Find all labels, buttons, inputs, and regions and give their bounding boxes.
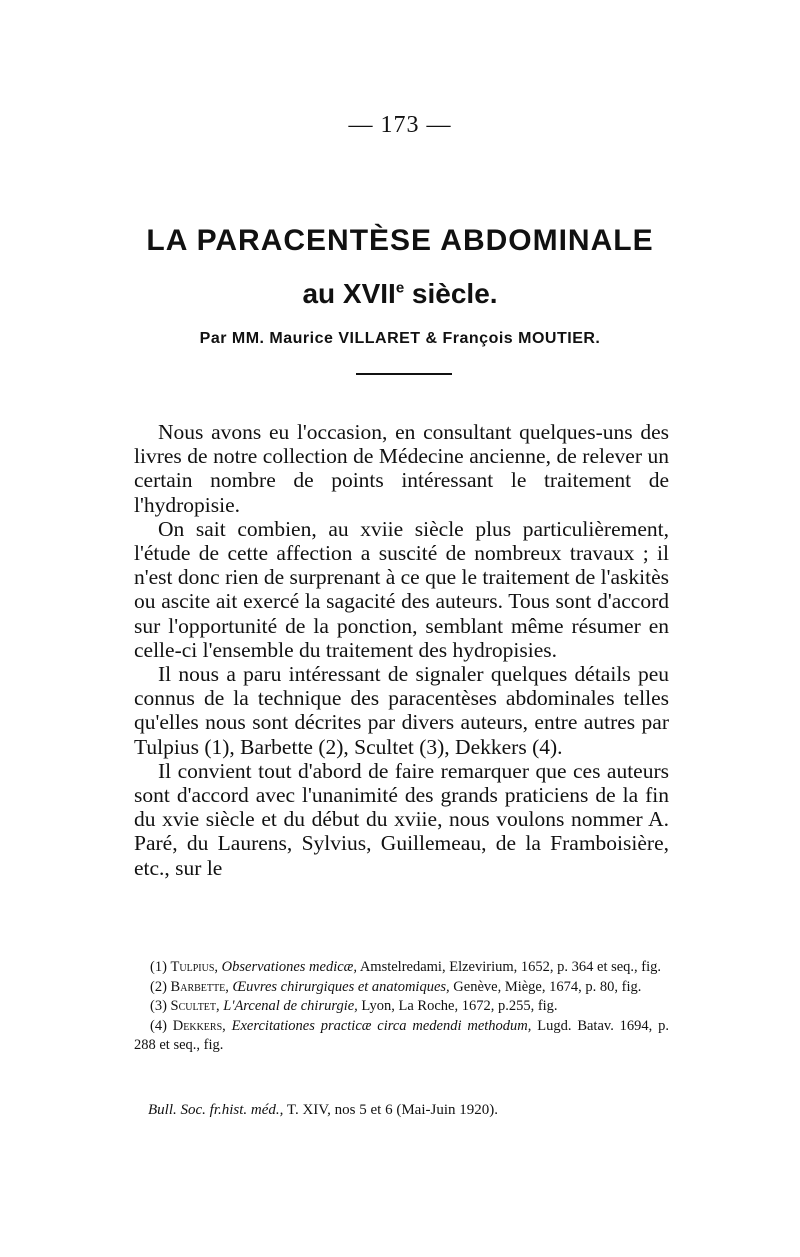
title-divider [356,373,452,375]
paragraph: Il nous a paru intéressant de signaler quelques détails peu connus de la technique des paracentèses abdominales telles qu'elles nous sont décrites par divers auteurs, entre autres par Tulpius (1), Barbette (2), Scultet (3), Dekkers (4). [134,662,669,759]
journal-issue: T. XIV, nos 5 et 6 (Mai-Juin 1920). [286,1102,498,1118]
footnote-author: Scultet, [170,998,220,1014]
journal-citation [148,1102,668,1119]
article-body [134,420,669,880]
footnote-number: (2) [150,978,167,995]
article-subtitle [0,278,800,310]
subtitle-superscript: e [395,279,405,297]
footnote-details: Genève, Miège, 1674, p. 80, fig. [453,978,642,995]
footnote-number: (3) [150,998,167,1014]
page-number: — 173 — [348,112,452,138]
footnote-details: Amstelredami, Elzevirium, 1652, p. 364 et seq., fig. [359,959,662,975]
footnote-work: L'Arcenal de chirurgie, [223,998,358,1014]
article-title: LA PARACENTÈSE ABDOMINALE [146,224,654,257]
footnote-author: Dekkers, [172,1017,226,1034]
footnote-details: Lugd. Batav. 1694, p. 288 et seq., fig. [134,1017,670,1053]
paragraph: On sait combien, au xviie siècle plus particulièrement, l'étude de cette affection a suscité de nombreux travaux ; il n'est donc rien de surprenant à ce que le traitement de l'askitès ou ascite ait exercé la sagacité des auteurs. Tous sont d'accord sur l'opportunité de la ponction, semblant même résumer en celle-ci l'ensemble du traitement des hydropisies. [134,516,669,662]
footnotes [134,958,669,1056]
footnote [134,978,669,998]
footnote-author: Barbette, [170,978,229,995]
footnote [134,958,669,978]
footnote-number: (4) [150,1017,167,1034]
paragraph: Nous avons eu l'occasion, en consultant quelques-uns des livres de notre collection de Médecine ancienne, de relever un certain nombre de points intéressant le traitement de l'hydropisie. [134,420,669,517]
footnote-details: Lyon, La Roche, 1672, p.255, fig. [361,998,558,1014]
footnote [134,1017,669,1056]
paragraph: Il convient tout d'abord de faire remarquer que ces auteurs sont d'accord avec l'unanimité des grands praticiens de la fin du xvie siècle et du début du xviie, nous voulons nommer A. Paré, du Laurens, Sylvius, Guillemeau, de la Framboisière, etc., sur le [134,758,669,880]
footnote-work: Observationes medicæ, [221,959,357,975]
footnote-work: Exercitationes practicæ circa medendi methodum, [231,1017,532,1034]
subtitle-prefix: au XVII [302,278,396,309]
subtitle-suffix: siècle. [404,278,498,309]
footnote-work: Œuvres chirurgiques et anatomiques, [232,978,450,995]
footnote-number: (1) [150,959,167,975]
footnote [134,997,669,1017]
footnote-author: Tulpius, [170,959,219,975]
article-authors: Par MM. Maurice VILLARET & François MOUTIER. [199,330,601,347]
journal-name: Bull. Soc. fr.hist. méd., [148,1102,284,1118]
